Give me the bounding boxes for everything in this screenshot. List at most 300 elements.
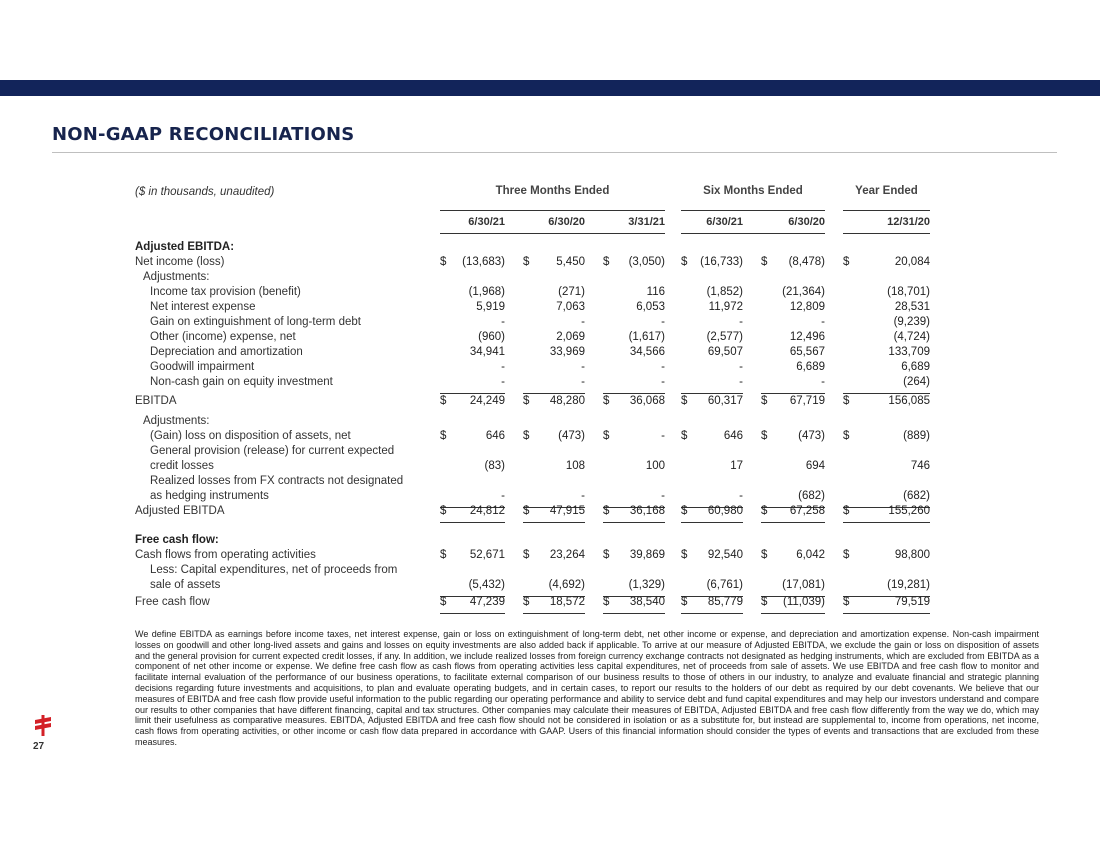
cell-value: 69,507 <box>707 346 743 358</box>
dollar-sign: $ <box>761 505 768 517</box>
table-cell <box>761 489 825 504</box>
dollar-sign: $ <box>681 505 688 517</box>
cell-value: - <box>739 490 743 502</box>
cell-value: 36,068 <box>629 395 665 407</box>
table-cell <box>603 375 665 390</box>
table-row <box>135 474 935 489</box>
column-header-underline <box>681 233 825 234</box>
red-bank-logo-icon <box>32 714 54 736</box>
table-cell <box>440 459 505 474</box>
dollar-sign: $ <box>523 430 530 442</box>
table-row <box>135 444 935 459</box>
dollar-sign: $ <box>761 395 768 407</box>
row-label: Adjusted EBITDA: <box>135 241 235 253</box>
cell-value: (8,478) <box>788 256 825 268</box>
table-cell <box>603 578 665 593</box>
dollar-sign: $ <box>843 430 850 442</box>
dollar-sign: $ <box>843 395 850 407</box>
table-cell <box>523 360 585 375</box>
row-label: Net income (loss) <box>135 256 225 268</box>
title-divider <box>52 152 1057 153</box>
table-row <box>135 375 935 390</box>
row-label: Free cash flow <box>135 596 210 608</box>
cell-value: 28,531 <box>894 301 930 313</box>
row-label: Gain on extinguishment of long-term debt <box>150 316 361 328</box>
table-row <box>135 548 935 563</box>
dollar-sign: $ <box>681 256 688 268</box>
table-cell <box>761 578 825 593</box>
table-cell <box>681 429 743 444</box>
cell-value: 65,567 <box>789 346 825 358</box>
cell-value: 34,941 <box>469 346 505 358</box>
table-cell <box>523 300 585 315</box>
table-cell <box>843 345 930 360</box>
table-cell <box>603 394 665 409</box>
table-cell <box>603 429 665 444</box>
cell-value: 108 <box>565 460 585 472</box>
dollar-sign: $ <box>440 596 447 608</box>
cell-value: - <box>581 376 585 388</box>
cell-value: 156,085 <box>888 395 930 407</box>
cell-value: 116 <box>646 286 665 298</box>
cell-value: 23,264 <box>549 549 585 561</box>
table-cell <box>681 315 743 330</box>
column-header-underline <box>440 233 665 234</box>
cell-value: - <box>581 490 585 502</box>
table-cell <box>761 315 825 330</box>
table-row <box>135 285 935 300</box>
cell-value: - <box>661 490 665 502</box>
column-header: 6/30/20 <box>548 216 585 228</box>
table-cell <box>843 315 930 330</box>
table-cell <box>440 578 505 593</box>
cell-value: 67,258 <box>789 505 825 517</box>
cell-value: - <box>581 316 585 328</box>
table-cell <box>681 394 743 409</box>
group-underline <box>681 210 825 211</box>
table-row <box>135 414 935 429</box>
cell-value: 646 <box>723 430 743 442</box>
definitions-footnote: We define EBITDA as earnings before income taxes, net interest expense, gain or loss on extinguishment of long-term debt, net other income or expense, and depreciation and amortization expense. Non-cash impairment losses on goodwill and other long-lived assets and gains and losses on equity investments are also added back if applicable. To arrive at our measure of Adjusted EBITDA, we exclude the gain or loss on disposition of assets and the general provision for current expected credit losses, if any. In addition, we include realized losses from foreign currency exchange contracts not designated as hedging instruments, which are excluded from EBITDA as a component of net other income or expense. We define free cash flow as cash flows from operating activities less capital expenditures, net of proceeds from sale of assets. We use EBITDA and free cash flow to monitor and facilitate internal evaluation of the performance of our business operations, to facilitate external comparison of our business results to those of others in our industry, to analyze and evaluate financial and strategic planning decisions regarding future investments and acquisitions, to plan and evaluate operating budgets, and in certain cases, to report our results to the holders of our debt as required by our debt covenants. We believe that our measures of EBITDA and free cash flow provide useful information to the public regarding our operating performance and ability to service debt and fund capital expenditures and may help our investors understand and compare our results to other companies that have different financing, capital and tax structures. Other companies may calculate their measures of EBITDA, Adjusted EBITDA and free cash flow differently from the way we do, which may limit their usefulness as comparative measures. EBITDA, Adjusted EBITDA and free cash flow should not be considered in isolation or as a substitute for, but instead are supplemental to, income from operations, net income, cash flows from operating activities, or other income or cash flow data prepared in accordance with GAAP. Users of this financial information should consider the types of events and transactions that are excluded from these measures. <box>135 629 1039 747</box>
cell-value: 98,800 <box>894 549 930 561</box>
total-underline <box>440 613 505 614</box>
table-row <box>135 489 935 504</box>
dollar-sign: $ <box>681 549 688 561</box>
cell-value: 12,496 <box>789 331 825 343</box>
cell-value: - <box>581 361 585 373</box>
total-underline <box>761 613 825 614</box>
group-header-year: Year Ended <box>855 185 918 197</box>
cell-value: (17,081) <box>782 579 825 591</box>
row-label: Adjusted EBITDA <box>135 505 225 517</box>
table-cell <box>440 548 505 563</box>
dollar-sign: $ <box>843 256 850 268</box>
table-cell <box>440 255 505 270</box>
cell-value: - <box>501 361 505 373</box>
dollar-sign: $ <box>843 596 850 608</box>
table-cell <box>603 255 665 270</box>
cell-value: 34,566 <box>629 346 665 358</box>
table-cell <box>523 595 585 610</box>
cell-value: (1,852) <box>706 286 743 298</box>
cell-value: (960) <box>478 331 505 343</box>
cell-value: 6,689 <box>796 361 825 373</box>
table-cell <box>681 330 743 345</box>
total-underline <box>843 613 930 614</box>
cell-value: (9,239) <box>893 316 930 328</box>
cell-value: 133,709 <box>888 346 930 358</box>
table-row <box>135 533 935 548</box>
cell-value: 694 <box>805 460 825 472</box>
dollar-sign: $ <box>440 549 447 561</box>
total-underline <box>681 522 743 523</box>
column-header: 6/30/20 <box>788 216 825 228</box>
row-label: as hedging instruments <box>150 490 269 502</box>
cell-value: 6,689 <box>901 361 930 373</box>
table-row <box>135 459 935 474</box>
cell-value: 6,053 <box>636 301 665 313</box>
table-cell <box>843 429 930 444</box>
table-cell <box>843 459 930 474</box>
table-cell <box>761 345 825 360</box>
cell-value: (16,733) <box>700 256 743 268</box>
dollar-sign: $ <box>843 505 850 517</box>
table-row <box>135 504 935 519</box>
table-cell <box>603 300 665 315</box>
dollar-sign: $ <box>603 596 610 608</box>
dollar-sign: $ <box>603 395 610 407</box>
table-cell <box>843 394 930 409</box>
dollar-sign: $ <box>761 256 768 268</box>
total-underline <box>843 522 930 523</box>
table-cell <box>761 504 825 519</box>
dollar-sign: $ <box>523 596 530 608</box>
cell-value: 12,809 <box>789 301 825 313</box>
cell-value: 60,980 <box>707 505 743 517</box>
column-header: 12/31/20 <box>887 216 930 228</box>
cell-value: 39,869 <box>629 549 665 561</box>
table-cell <box>681 375 743 390</box>
table-row <box>135 360 935 375</box>
table-cell <box>523 330 585 345</box>
row-label: Realized losses from FX contracts not designated <box>150 475 404 487</box>
dollar-sign: $ <box>603 430 610 442</box>
table-cell <box>603 459 665 474</box>
table-cell <box>761 285 825 300</box>
cell-value: 155,260 <box>888 505 930 517</box>
table-cell <box>440 345 505 360</box>
dollar-sign: $ <box>523 395 530 407</box>
column-header: 6/30/21 <box>468 216 505 228</box>
cell-value: (19,281) <box>887 579 930 591</box>
cell-value: (1,968) <box>468 286 505 298</box>
cell-value: (13,683) <box>462 256 505 268</box>
table-cell <box>603 285 665 300</box>
cell-value: 7,063 <box>556 301 585 313</box>
table-cell <box>523 504 585 519</box>
dollar-sign: $ <box>681 596 688 608</box>
row-label: Non-cash gain on equity investment <box>150 376 333 388</box>
table-cell <box>681 504 743 519</box>
cell-value: - <box>661 376 665 388</box>
table-cell <box>681 345 743 360</box>
row-label: Goodwill impairment <box>150 361 255 373</box>
dollar-sign: $ <box>440 256 447 268</box>
table-cell <box>843 548 930 563</box>
dollar-sign: $ <box>761 596 768 608</box>
group-underline <box>843 210 930 211</box>
cell-value: (2,577) <box>706 331 743 343</box>
table-cell <box>681 459 743 474</box>
cell-value: (682) <box>798 490 825 502</box>
cell-value: (4,724) <box>893 331 930 343</box>
dollar-sign: $ <box>681 395 688 407</box>
cell-value: - <box>821 316 825 328</box>
dollar-sign: $ <box>440 505 447 517</box>
table-cell <box>761 429 825 444</box>
table-cell <box>843 578 930 593</box>
group-header-six-months: Six Months Ended <box>703 185 803 197</box>
cell-value: - <box>739 361 743 373</box>
cell-value: 17 <box>730 460 743 472</box>
cell-value: - <box>821 376 825 388</box>
table-row <box>135 394 935 409</box>
table-cell <box>440 285 505 300</box>
table-cell <box>843 595 930 610</box>
table-cell <box>603 315 665 330</box>
cell-value: 24,249 <box>469 395 505 407</box>
cell-value: 100 <box>645 460 665 472</box>
table-cell <box>761 300 825 315</box>
table-cell <box>523 255 585 270</box>
cell-value: 24,812 <box>469 505 505 517</box>
column-header: 6/30/21 <box>706 216 743 228</box>
cell-value: 33,969 <box>549 346 585 358</box>
cell-value: (6,761) <box>706 579 743 591</box>
group-header-three-months: Three Months Ended <box>495 185 610 197</box>
cell-value: (3,050) <box>628 256 665 268</box>
table-cell <box>681 595 743 610</box>
row-label: Depreciation and amortization <box>150 346 303 358</box>
table-row <box>135 578 935 593</box>
table-row <box>135 315 935 330</box>
row-label: sale of assets <box>150 579 221 591</box>
cell-value: 38,540 <box>629 596 665 608</box>
cell-value: (1,329) <box>628 579 665 591</box>
cell-value: 36,168 <box>629 505 665 517</box>
cell-value: (5,432) <box>468 579 505 591</box>
table-cell <box>523 394 585 409</box>
table-cell <box>761 548 825 563</box>
row-label: credit losses <box>150 460 214 472</box>
table-cell <box>761 394 825 409</box>
cell-value: 746 <box>910 460 930 472</box>
cell-value: (18,701) <box>887 286 930 298</box>
table-cell <box>603 489 665 504</box>
total-underline <box>681 613 743 614</box>
table-row <box>135 563 935 578</box>
table-row <box>135 330 935 345</box>
table-cell <box>761 595 825 610</box>
total-underline <box>603 522 665 523</box>
table-cell <box>843 489 930 504</box>
table-cell <box>523 429 585 444</box>
dollar-sign: $ <box>603 549 610 561</box>
total-underline <box>603 613 665 614</box>
cell-value: 85,779 <box>707 596 743 608</box>
table-cell <box>843 300 930 315</box>
table-cell <box>843 330 930 345</box>
table-cell <box>440 595 505 610</box>
table-cell <box>761 330 825 345</box>
table-cell <box>603 504 665 519</box>
table-cell <box>843 375 930 390</box>
table-cell <box>523 285 585 300</box>
table-cell <box>603 330 665 345</box>
table-cell <box>681 285 743 300</box>
cell-value: 6,042 <box>796 549 825 561</box>
row-label: Adjustments: <box>143 415 210 427</box>
dollar-sign: $ <box>603 256 610 268</box>
cell-value: 92,540 <box>707 549 743 561</box>
table-cell <box>681 255 743 270</box>
row-label: Adjustments: <box>143 271 210 283</box>
table-cell <box>761 360 825 375</box>
table-cell <box>603 345 665 360</box>
table-cell <box>603 595 665 610</box>
table-cell <box>440 300 505 315</box>
cell-value: - <box>739 316 743 328</box>
table-cell <box>523 578 585 593</box>
table-cell <box>440 504 505 519</box>
dollar-sign: $ <box>761 549 768 561</box>
cell-value: - <box>661 361 665 373</box>
cell-value: 2,069 <box>556 331 585 343</box>
table-row <box>135 240 935 255</box>
row-label: Less: Capital expenditures, net of proceeds from <box>150 564 398 576</box>
row-label: (Gain) loss on disposition of assets, net <box>150 430 351 442</box>
cell-value: (682) <box>903 490 930 502</box>
table-cell <box>523 548 585 563</box>
table-cell <box>603 548 665 563</box>
cell-value: 52,671 <box>469 549 505 561</box>
header-band <box>0 80 1100 96</box>
cell-value: - <box>661 316 665 328</box>
total-underline <box>440 522 505 523</box>
table-cell <box>681 548 743 563</box>
cell-value: 646 <box>485 430 505 442</box>
table-cell <box>761 459 825 474</box>
table-cell <box>523 489 585 504</box>
cell-value: 20,084 <box>894 256 930 268</box>
cell-value: - <box>501 316 505 328</box>
cell-value: 5,919 <box>476 301 505 313</box>
dollar-sign: $ <box>843 549 850 561</box>
cell-value: 67,719 <box>789 395 825 407</box>
cell-value: - <box>501 376 505 388</box>
row-label: Other (income) expense, net <box>150 331 296 343</box>
cell-value: 5,450 <box>556 256 585 268</box>
page-title: NON-GAAP RECONCILIATIONS <box>52 124 355 145</box>
table-row <box>135 595 935 610</box>
cell-value: (264) <box>903 376 930 388</box>
table-cell <box>843 255 930 270</box>
table-cell <box>681 578 743 593</box>
row-label: EBITDA <box>135 395 177 407</box>
table-cell <box>843 504 930 519</box>
table-cell <box>440 315 505 330</box>
row-label: Free cash flow: <box>135 534 219 546</box>
table-cell <box>843 285 930 300</box>
table-row <box>135 300 935 315</box>
cell-value: 48,280 <box>549 395 585 407</box>
group-underline <box>440 210 665 211</box>
table-cell <box>761 375 825 390</box>
table-cell <box>440 330 505 345</box>
table-row <box>135 270 935 285</box>
dollar-sign: $ <box>523 549 530 561</box>
table-cell <box>440 489 505 504</box>
table-cell <box>681 360 743 375</box>
table-cell <box>440 394 505 409</box>
total-underline <box>761 522 825 523</box>
table-cell <box>523 315 585 330</box>
dollar-sign: $ <box>761 430 768 442</box>
row-label: Net interest expense <box>150 301 256 313</box>
cell-value: (473) <box>798 430 825 442</box>
table-cell <box>440 429 505 444</box>
cell-value: 47,239 <box>469 596 505 608</box>
cell-value: 79,519 <box>894 596 930 608</box>
cell-value: (1,617) <box>628 331 665 343</box>
row-label: Cash flows from operating activities <box>135 549 316 561</box>
cell-value: (21,364) <box>782 286 825 298</box>
row-label: General provision (release) for current expected <box>150 445 395 457</box>
column-header-underline <box>843 233 930 234</box>
cell-value: (4,692) <box>548 579 585 591</box>
cell-value: 47,915 <box>549 505 585 517</box>
dollar-sign: $ <box>681 430 688 442</box>
cell-value: (271) <box>558 286 585 298</box>
total-underline <box>523 522 585 523</box>
table-cell <box>523 459 585 474</box>
cell-value: - <box>501 490 505 502</box>
table-cell <box>681 300 743 315</box>
cell-value: (889) <box>903 430 930 442</box>
dollar-sign: $ <box>523 505 530 517</box>
cell-value: - <box>661 430 665 442</box>
dollar-sign: $ <box>523 256 530 268</box>
table-cell <box>523 375 585 390</box>
total-underline <box>523 613 585 614</box>
table-row <box>135 255 935 270</box>
table-cell <box>523 345 585 360</box>
dollar-sign: $ <box>603 505 610 517</box>
table-cell <box>761 255 825 270</box>
dollar-sign: $ <box>440 395 447 407</box>
cell-value: (473) <box>558 430 585 442</box>
table-cell <box>681 489 743 504</box>
table-cell <box>843 360 930 375</box>
cell-value: 18,572 <box>549 596 585 608</box>
page-number: 27 <box>33 741 45 752</box>
row-label: Income tax provision (benefit) <box>150 286 301 298</box>
units-note: ($ in thousands, unaudited) <box>135 186 275 198</box>
cell-value: (83) <box>484 460 505 472</box>
cell-value: 60,317 <box>707 395 743 407</box>
cell-value: 11,972 <box>708 301 743 313</box>
table-cell <box>603 360 665 375</box>
